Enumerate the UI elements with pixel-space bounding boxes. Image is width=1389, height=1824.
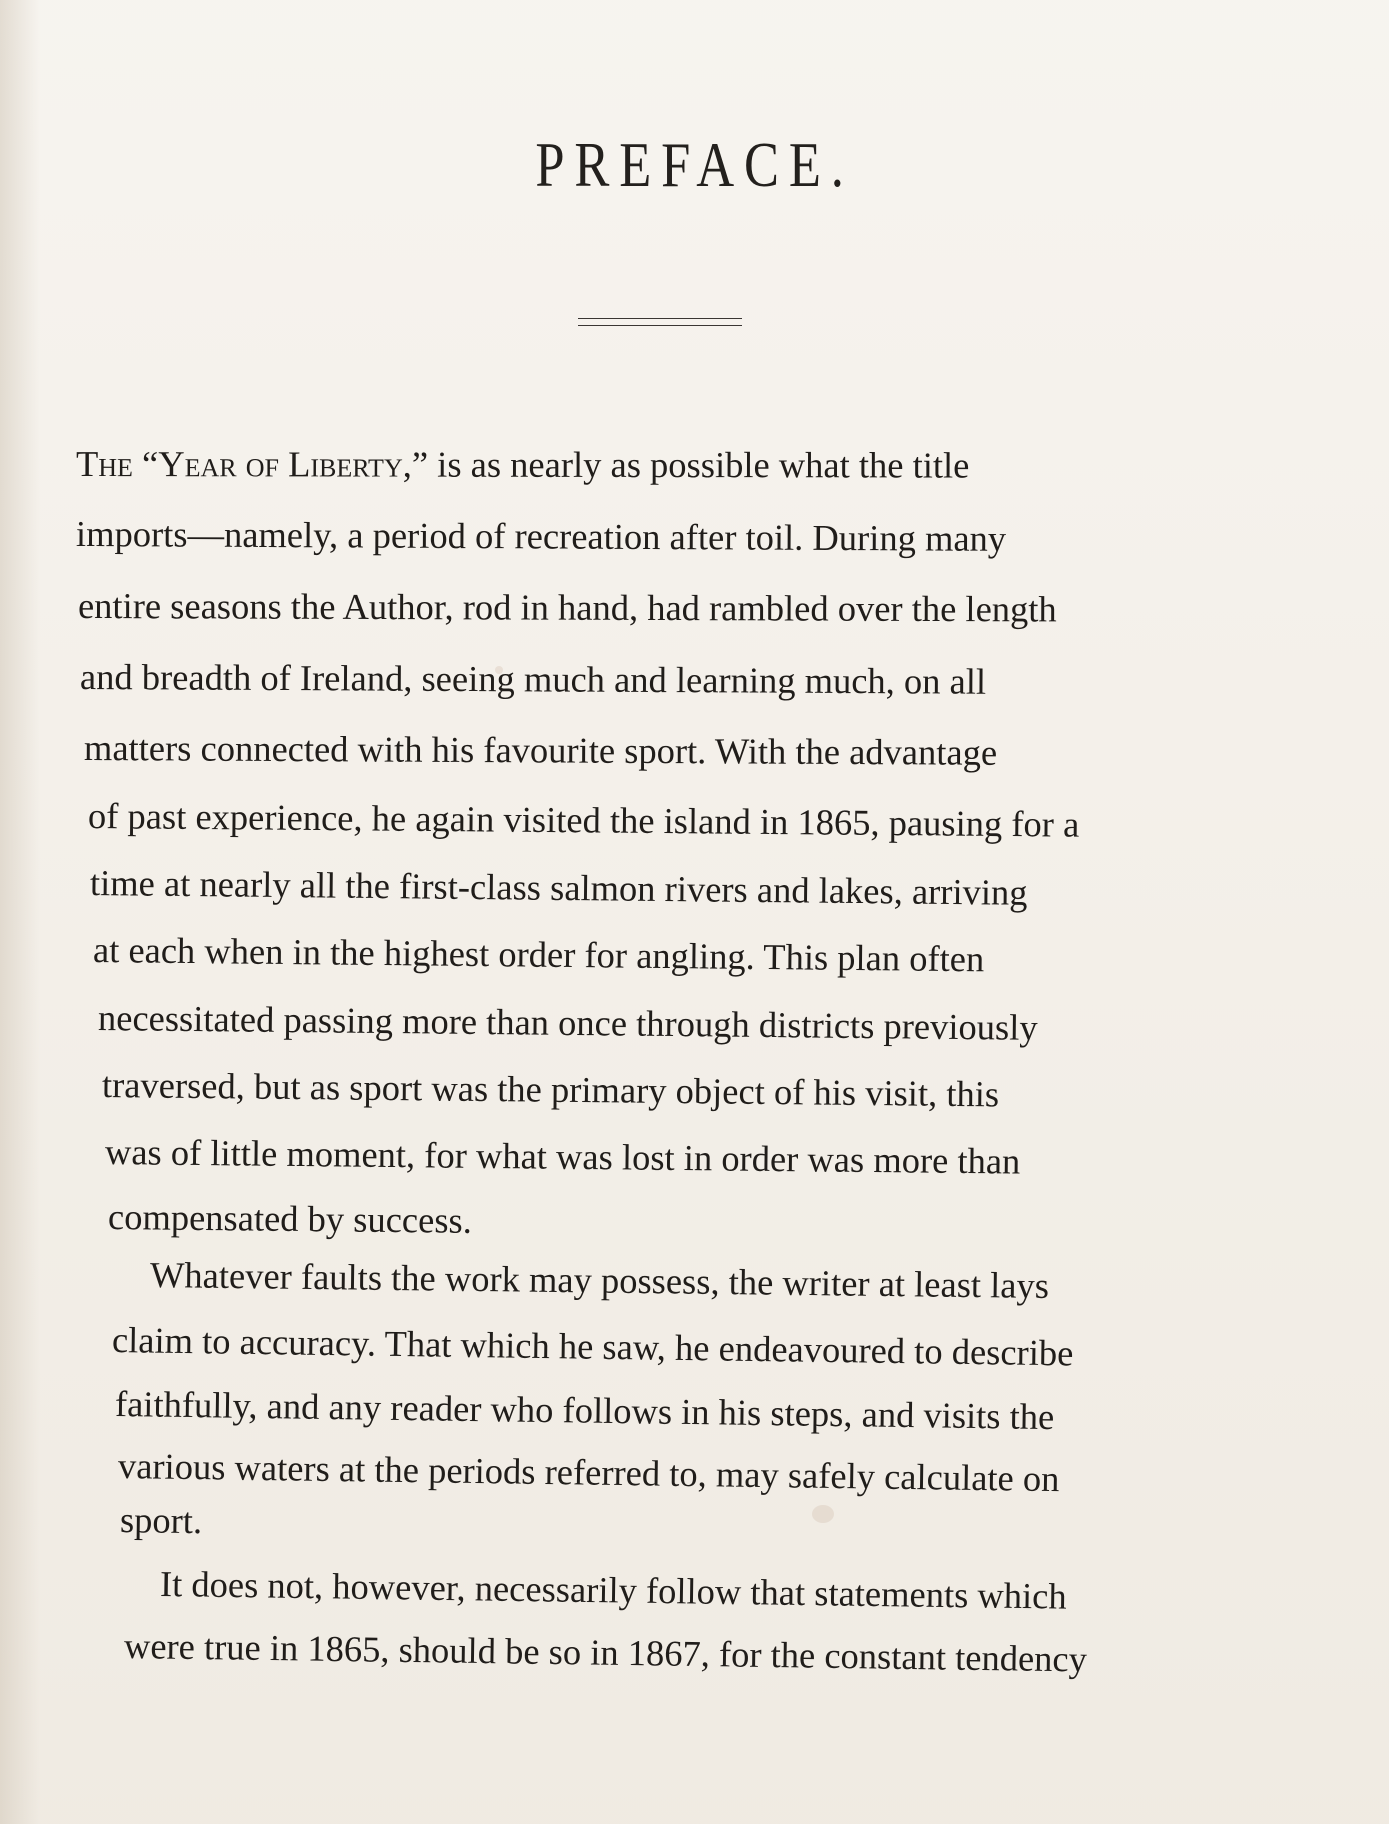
text-line: matters connected with his favourite sport. With the advantage: [83, 727, 998, 773]
text-line: and breadth of Ireland, seeing much and learning much, on all: [79, 656, 987, 702]
text-line: time at nearly all the first-class salmon rivers and lakes, arriving: [89, 862, 1028, 913]
text-line: of past experience, he again visited the island in 1865, pausing for a: [87, 795, 1080, 845]
text-line: were true in 1865, should be so in 1867, for the constant tendency: [123, 1625, 1088, 1680]
text-line: claim to accuracy. That which he saw, he endeavoured to describe: [111, 1319, 1074, 1374]
text-line: traversed, but as sport was the primary object of his visit, this: [101, 1064, 1000, 1115]
text-line: compensated by success.: [107, 1196, 473, 1241]
text-line: at each when in the highest order for angling. This plan often: [92, 929, 985, 980]
book-title-reference: The “Year of Liberty,”: [75, 443, 429, 485]
text-line: entire seasons the Author, rod in hand, had rambled over the length: [77, 585, 1057, 630]
text-line: imports—namely, a period of recreation after toil. During many: [75, 513, 1007, 559]
text-line: faithfully, and any reader who follows in his steps, and visits the: [114, 1383, 1055, 1438]
text-line: Whatever faults the work may possess, the writer at least lays: [149, 1254, 1050, 1306]
text-line: It does not, however, necessarily follow that statements which: [159, 1563, 1067, 1617]
page-title: PREFACE.: [535, 129, 854, 200]
text-line: various waters at the periods referred to, may safely calculate on: [117, 1445, 1060, 1500]
text-line: sport.: [119, 1499, 203, 1542]
title-divider: [578, 318, 742, 326]
text-line: The “Year of Liberty,” is as nearly as possible what the title: [75, 443, 970, 486]
text-line: necessitated passing more than once through districts previously: [97, 997, 1038, 1048]
text-line: was of little moment, for what was lost in order was more than: [104, 1131, 1021, 1182]
